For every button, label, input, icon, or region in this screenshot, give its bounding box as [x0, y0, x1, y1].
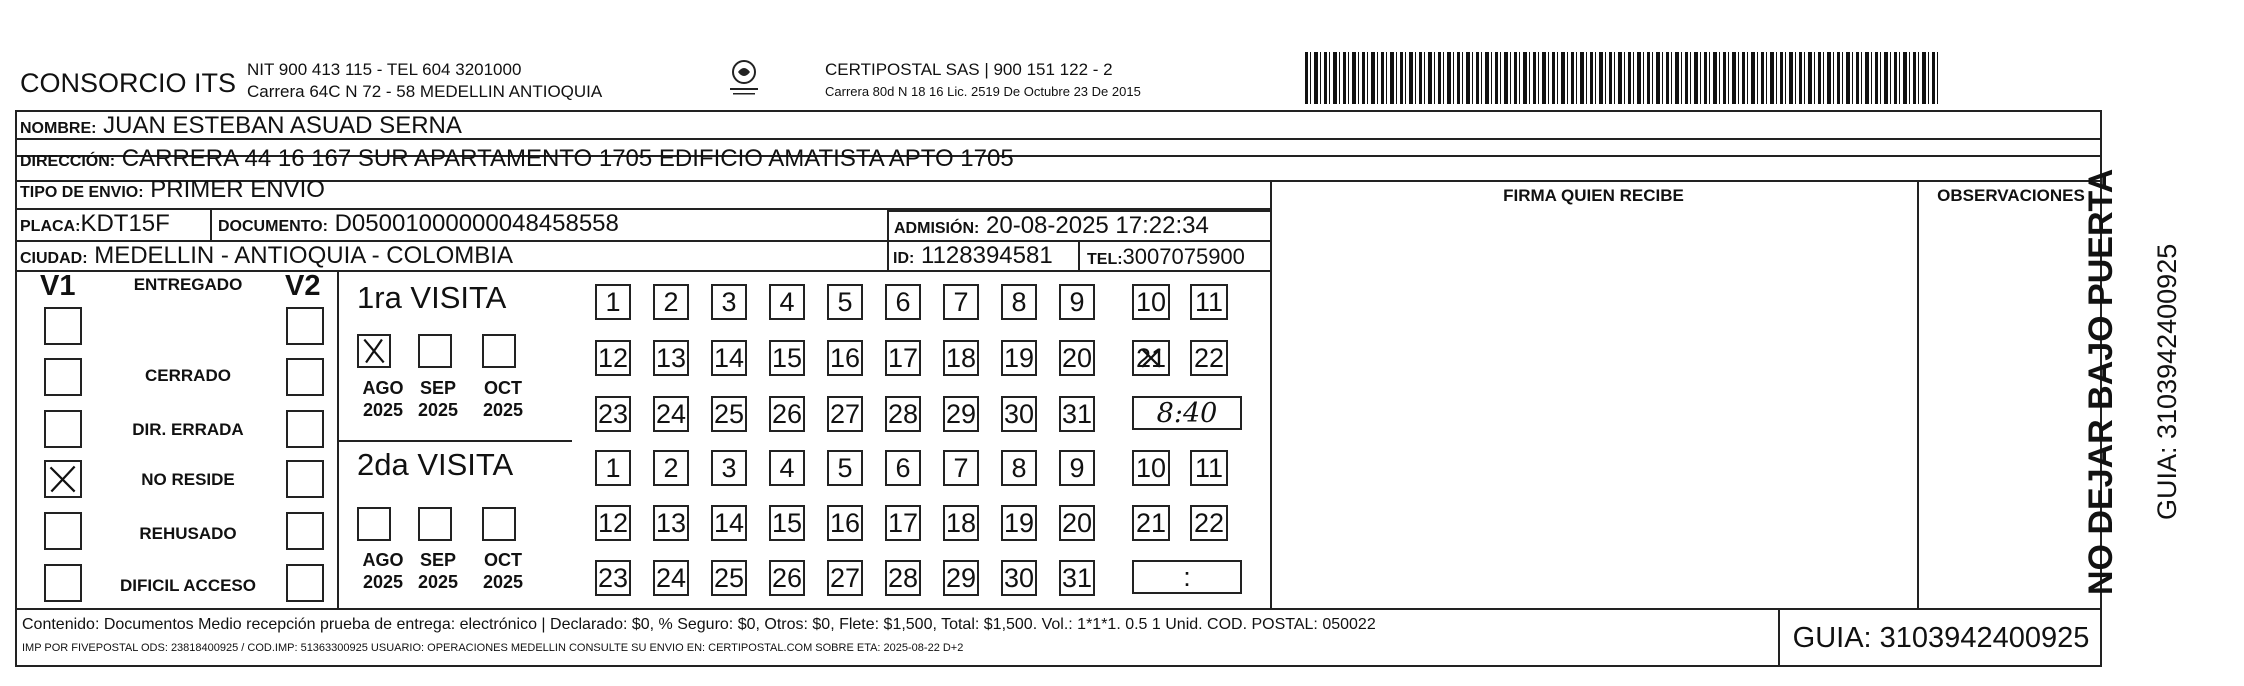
- first-visit-day-28[interactable]: [885, 396, 921, 432]
- second-visit-day-label: 22: [1193, 507, 1225, 538]
- first-visit-day-15[interactable]: [769, 340, 805, 376]
- first-visit-month-ago[interactable]: [357, 334, 391, 368]
- first-visit-time-value: 8:40: [1156, 397, 1218, 429]
- second-visit-day-label: 25: [713, 562, 745, 593]
- first-visit-day-label: 30: [1003, 398, 1035, 429]
- v2-checkbox-dificil-acceso[interactable]: [286, 564, 324, 602]
- second-visit-day-5[interactable]: [827, 450, 863, 486]
- second-visit-day-23[interactable]: [595, 560, 631, 596]
- first-visit-day-16[interactable]: [827, 340, 863, 376]
- second-visit-day-31[interactable]: [1059, 560, 1095, 596]
- first-visit-day-label: 26: [771, 398, 803, 429]
- second-visit-day-22[interactable]: [1190, 505, 1228, 541]
- documento-field: [218, 210, 619, 238]
- direccion-value: CARRERA 44 16 167 SUR APARTAMENTO 1705 EDIFICIO AMATISTA APTO 1705: [121, 145, 1014, 172]
- side-guia: GUIA: 3103942400925: [2152, 243, 2182, 520]
- footer-guia: GUIA: 3103942400925: [1792, 622, 2090, 654]
- second-visit-day-25[interactable]: [711, 560, 747, 596]
- second-visit-day-label: 19: [1003, 507, 1035, 538]
- v1-checkbox-entregado[interactable]: [44, 307, 82, 345]
- first-visit-day-label: 29: [945, 398, 977, 429]
- second-visit-month-oct[interactable]: [482, 507, 516, 541]
- second-visit-month-sep[interactable]: [418, 507, 452, 541]
- first-visit-month-oct[interactable]: [482, 334, 516, 368]
- second-visit-day-label: 9: [1069, 452, 1085, 483]
- second-month-label-oct: OCT: [484, 550, 522, 570]
- status-label-cerrado: CERRADO: [145, 366, 231, 385]
- second-visit-day-21[interactable]: [1132, 505, 1170, 541]
- second-visit-day-10[interactable]: [1132, 450, 1170, 486]
- tel-value: 3007075900: [1122, 244, 1245, 269]
- second-visit-day-14[interactable]: [711, 505, 747, 541]
- placa-label: PLACA:: [20, 218, 81, 235]
- first-month-label-sep: SEP: [419, 378, 457, 398]
- second-visit-day-30[interactable]: [1001, 560, 1037, 596]
- first-visit-day-17[interactable]: [885, 340, 921, 376]
- second-visit-day-8[interactable]: [1001, 450, 1037, 486]
- second-visit-day-4[interactable]: [769, 450, 805, 486]
- second-visit-day-1[interactable]: [595, 450, 631, 486]
- tipo-envio-label: TIPO DE ENVIO:: [20, 184, 144, 201]
- tel-label: TEL:: [1087, 251, 1123, 268]
- first-year-label-oct: 2025: [482, 400, 524, 420]
- second-visit-day-label: 6: [895, 452, 911, 483]
- second-visit-day-label: 8: [1011, 452, 1027, 483]
- second-visit-day-label: 13: [655, 507, 687, 538]
- second-visit-day-29[interactable]: [943, 560, 979, 596]
- first-visit-day-14[interactable]: [711, 340, 747, 376]
- second-visit-day-6[interactable]: [885, 450, 921, 486]
- second-visit-time[interactable]: [1132, 560, 1242, 594]
- first-visit-time[interactable]: [1132, 396, 1242, 430]
- first-visit-day-label: 12: [597, 342, 629, 373]
- first-visit-day-label: 21: [1135, 342, 1167, 373]
- v1-checkbox-dificil-acceso[interactable]: [44, 564, 82, 602]
- first-visit-day-label: 4: [779, 286, 795, 317]
- second-visit-day-17[interactable]: [885, 505, 921, 541]
- second-visit-day-26[interactable]: [769, 560, 805, 596]
- second-visit-day-28[interactable]: [885, 560, 921, 596]
- admision-value: 20-08-2025 17:22:34: [986, 212, 1209, 239]
- second-visit-day-label: 7: [953, 452, 969, 483]
- first-visit-day-9[interactable]: [1059, 284, 1095, 320]
- second-visit-day-label: 14: [713, 507, 745, 538]
- v1-checkbox-no-reside[interactable]: [44, 460, 82, 498]
- second-visit-day-label: 24: [655, 562, 687, 593]
- second-visit-day-18[interactable]: [943, 505, 979, 541]
- id-label: ID:: [893, 250, 915, 267]
- nombre-field: [20, 112, 462, 140]
- second-visit-day-label: 5: [837, 452, 853, 483]
- first-visit-day-label: 8: [1011, 286, 1027, 317]
- first-visit-day-6[interactable]: [885, 284, 921, 320]
- second-year-label-sep: 2025: [417, 572, 459, 592]
- second-visit-day-27[interactable]: [827, 560, 863, 596]
- first-visit-day-label: 19: [1003, 342, 1035, 373]
- first-visit-day-7[interactable]: [943, 284, 979, 320]
- second-visit-day-label: 30: [1003, 562, 1035, 593]
- ciudad-label: CIUDAD:: [20, 250, 88, 267]
- first-visit-day-label: 20: [1061, 342, 1093, 373]
- second-visit-day-label: 4: [779, 452, 795, 483]
- first-visit-day-label: 15: [771, 342, 803, 373]
- second-visit-day-label: 2: [663, 452, 679, 483]
- first-visit-day-label: 28: [887, 398, 919, 429]
- v1-checkbox-rehusado[interactable]: [44, 512, 82, 550]
- second-visit-day-24[interactable]: [653, 560, 689, 596]
- second-visit-day-label: 26: [771, 562, 803, 593]
- first-visit-day-label: 10: [1135, 286, 1167, 317]
- check-x-icon: [1134, 342, 1168, 374]
- first-visit-day-5[interactable]: [827, 284, 863, 320]
- first-visit-day-label: 22: [1193, 342, 1225, 373]
- check-x-icon: [359, 336, 389, 366]
- tel-field: [1087, 244, 1245, 270]
- first-visit-day-20[interactable]: [1059, 340, 1095, 376]
- first-visit-day-22[interactable]: [1190, 340, 1228, 376]
- second-year-label-ago: 2025: [362, 572, 404, 592]
- admision-field: [894, 212, 1209, 240]
- second-visit-day-label: 23: [597, 562, 629, 593]
- first-visit-day-12[interactable]: [595, 340, 631, 376]
- second-visit-day-7[interactable]: [943, 450, 979, 486]
- first-visit-day-label: 11: [1194, 286, 1224, 317]
- second-visit-day-12[interactable]: [595, 505, 631, 541]
- id-field: [893, 242, 1053, 270]
- first-visit-day-label: 3: [721, 286, 737, 317]
- first-visit-day-label: 2: [663, 286, 679, 317]
- check-x-icon: [46, 462, 80, 496]
- footer-contenido: Contenido: Documentos Medio recepción prueba de entrega: electrónico | Declarado: $0, % Seguro: $0, Otros: $0, Flete: $1,500, Total: $1,500. Vol.: 1*1*1. 0.5 1 Unid. COD. POSTAL: 050022: [22, 616, 1376, 633]
- first-visit-day-25[interactable]: [711, 396, 747, 432]
- first-visit-day-13[interactable]: [653, 340, 689, 376]
- postal-company: CERTIPOSTAL SAS | 900 151 122 - 2: [825, 60, 1113, 79]
- second-visit-day-label: 21: [1135, 507, 1167, 538]
- first-visit-day-label: 13: [655, 342, 687, 373]
- side-warning: NO DEJAR BAJO PUERTA: [2082, 168, 2120, 595]
- first-visit-day-label: 9: [1069, 286, 1085, 317]
- status-label-dir-errada: DIR. ERRADA: [132, 420, 244, 439]
- first-visit-day-label: 1: [605, 286, 621, 317]
- second-visit-day-16[interactable]: [827, 505, 863, 541]
- v2-header: V2: [285, 270, 321, 302]
- first-visit-day-30[interactable]: [1001, 396, 1037, 432]
- v1-checkbox-dir-errada[interactable]: [44, 410, 82, 448]
- first-visit-day-11[interactable]: [1190, 284, 1228, 320]
- first-visit-day-2[interactable]: [653, 284, 689, 320]
- second-visit-day-label: 11: [1194, 452, 1224, 483]
- v2-checkbox-rehusado[interactable]: [286, 512, 324, 550]
- status-label-no-reside: NO RESIDE: [141, 470, 235, 489]
- first-visit-day-label: 24: [655, 398, 687, 429]
- first-visit-day-19[interactable]: [1001, 340, 1037, 376]
- first-visit-day-label: 16: [829, 342, 861, 373]
- postal-license: Carrera 80d N 18 16 Lic. 2519 De Octubre 23 De 2015: [825, 84, 1141, 99]
- observaciones-label: OBSERVACIONES: [1937, 186, 2085, 205]
- second-visit-day-label: 3: [721, 452, 737, 483]
- first-visit-day-label: 27: [829, 398, 861, 429]
- first-visit-day-26[interactable]: [769, 396, 805, 432]
- v1-header: V1: [40, 270, 76, 302]
- status-label-rehusado: REHUSADO: [139, 524, 237, 543]
- second-visit-day-3[interactable]: [711, 450, 747, 486]
- status-label-entregado: ENTREGADO: [133, 275, 243, 294]
- second-visit-day-label: 16: [829, 507, 861, 538]
- v2-checkbox-dir-errada[interactable]: [286, 410, 324, 448]
- id-value: 1128394581: [921, 242, 1053, 269]
- second-visit-day-label: 28: [887, 562, 919, 593]
- second-visit-day-9[interactable]: [1059, 450, 1095, 486]
- first-visit-day-label: 25: [713, 398, 745, 429]
- v2-checkbox-no-reside[interactable]: [286, 460, 324, 498]
- first-visit-title: 1ra VISITA: [357, 280, 507, 315]
- documento-value: D05001000000048458558: [334, 210, 619, 237]
- company-nit: NIT 900 413 115 - TEL 604 3201000: [247, 60, 522, 79]
- admision-label: ADMISIÓN:: [894, 220, 980, 237]
- company-name: CONSORCIO ITS: [20, 68, 237, 98]
- ciudad-field: [20, 242, 513, 270]
- first-visit-day-21[interactable]: [1132, 340, 1170, 376]
- nombre-value: JUAN ESTEBAN ASUAD SERNA: [103, 112, 462, 139]
- second-visit-day-label: 10: [1135, 452, 1167, 483]
- second-visit-day-label: 17: [887, 507, 919, 538]
- v2-checkbox-entregado[interactable]: [286, 307, 324, 345]
- first-visit-day-label: 5: [837, 286, 853, 317]
- first-visit-day-label: 14: [713, 342, 745, 373]
- v2-checkbox-cerrado[interactable]: [286, 358, 324, 396]
- company-address: Carrera 64C N 72 - 58 MEDELLIN ANTIOQUIA: [247, 82, 603, 101]
- placa-field: [20, 210, 170, 238]
- second-visit-day-15[interactable]: [769, 505, 805, 541]
- status-label-dificil-acceso: DIFICIL ACCESO: [119, 576, 256, 595]
- second-visit-day-13[interactable]: [653, 505, 689, 541]
- first-visit-day-label: 17: [887, 342, 919, 373]
- first-visit-day-label: 7: [953, 286, 969, 317]
- first-visit-day-27[interactable]: [827, 396, 863, 432]
- documento-label: DOCUMENTO:: [218, 218, 328, 235]
- tipo-envio-field: [20, 176, 325, 204]
- footer-imp-line: IMP POR FIVEPOSTAL ODS: 23818400925 / COD.IMP: 51363300925 USUARIO: OPERACIONES MEDELLIN CONSULTE SU ENVIO EN: CERTIPOSTAL.COM SOBRE ETA: 2025-08-22 D+2: [22, 642, 964, 654]
- second-month-label-ago: AGO: [362, 550, 404, 570]
- first-year-label-ago: 2025: [362, 400, 404, 420]
- first-visit-day-label: 18: [945, 342, 977, 373]
- second-visit-day-label: 18: [945, 507, 977, 538]
- tipo-envio-value: PRIMER ENVIO: [150, 176, 325, 203]
- first-visit-day-label: 23: [597, 398, 629, 429]
- second-visit-month-ago[interactable]: [357, 507, 391, 541]
- first-year-label-sep: 2025: [417, 400, 459, 420]
- second-month-label-sep: SEP: [419, 550, 457, 570]
- first-visit-day-1[interactable]: [595, 284, 631, 320]
- second-visit-day-label: 29: [945, 562, 977, 593]
- second-visit-title: 2da VISITA: [357, 447, 514, 482]
- second-visit-day-11[interactable]: [1190, 450, 1228, 486]
- second-year-label-oct: 2025: [482, 572, 524, 592]
- first-visit-day-8[interactable]: [1001, 284, 1037, 320]
- first-month-label-oct: OCT: [484, 378, 522, 398]
- v1-checkbox-cerrado[interactable]: [44, 358, 82, 396]
- first-visit-day-29[interactable]: [943, 396, 979, 432]
- second-visit-day-label: 1: [605, 452, 621, 483]
- second-visit-day-label: 27: [829, 562, 861, 593]
- direccion-label: DIRECCIÓN:: [20, 153, 116, 170]
- first-visit-month-sep[interactable]: [418, 334, 452, 368]
- certipostal-logo-icon: [724, 58, 764, 98]
- ciudad-value: MEDELLIN - ANTIOQUIA - COLOMBIA: [94, 242, 513, 269]
- first-visit-day-3[interactable]: [711, 284, 747, 320]
- second-visit-time-value: :: [1183, 561, 1191, 592]
- second-visit-day-label: 12: [597, 507, 629, 538]
- second-visit-day-19[interactable]: [1001, 505, 1037, 541]
- nombre-label: NOMBRE:: [20, 120, 97, 137]
- first-visit-day-label: 6: [895, 286, 911, 317]
- first-visit-day-24[interactable]: [653, 396, 689, 432]
- firma-label: FIRMA QUIEN RECIBE: [1503, 186, 1684, 205]
- second-visit-day-label: 31: [1061, 562, 1093, 593]
- first-visit-day-18[interactable]: [943, 340, 979, 376]
- first-visit-day-10[interactable]: [1132, 284, 1170, 320]
- second-visit-day-label: 20: [1061, 507, 1093, 538]
- placa-value: KDT15F: [80, 210, 170, 237]
- direccion-field: [20, 145, 1014, 173]
- first-visit-day-31[interactable]: [1059, 396, 1095, 432]
- barcode: [1305, 52, 1941, 104]
- first-month-label-ago: AGO: [362, 378, 404, 398]
- first-visit-day-4[interactable]: [769, 284, 805, 320]
- second-visit-day-2[interactable]: [653, 450, 689, 486]
- first-visit-day-label: 31: [1061, 398, 1093, 429]
- second-visit-day-20[interactable]: [1059, 505, 1095, 541]
- second-visit-day-label: 15: [771, 507, 803, 538]
- first-visit-day-23[interactable]: [595, 396, 631, 432]
